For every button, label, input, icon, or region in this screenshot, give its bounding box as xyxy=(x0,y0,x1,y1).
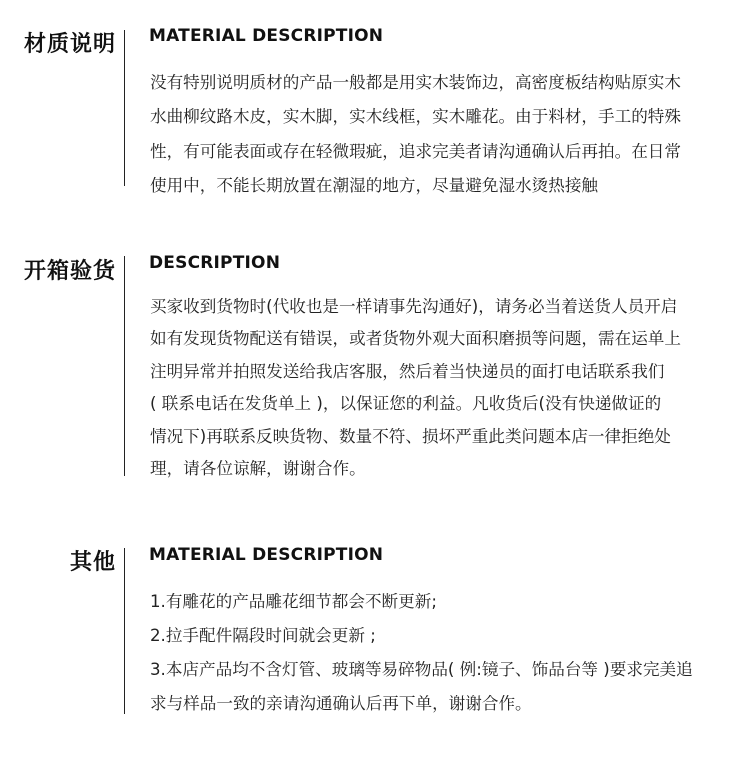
body-line: 情况下)再联系反映货物、数量不符、损坏严重此类问题本店一律拒绝处 xyxy=(150,426,671,446)
body-line: 注明异常并拍照发送给我店客服，然后着当快递员的面打电话联系我们 xyxy=(150,361,665,381)
list-item: 2.拉手配件隔段时间就会更新 ; xyxy=(150,626,376,645)
body-line: 如有发现货物配送有错误，或者货物外观大面积磨损等问题，需在运单上 xyxy=(150,329,681,349)
list-item: 1.有雕花的产品雕花细节都会不断更新; xyxy=(150,592,437,611)
body-line: 理，请各位谅解，谢谢合作。 xyxy=(150,459,366,479)
body-line: 性，有可能表面或存在轻微瑕疵，追求完美者请沟通确认后再拍。在日常 xyxy=(150,141,681,161)
section-heading: MATERIAL DESCRIPTION xyxy=(149,26,384,46)
section-heading: MATERIAL DESCRIPTION xyxy=(149,545,384,565)
section-title: 材质说明 xyxy=(23,32,116,57)
section-title: 其他 xyxy=(69,550,116,575)
section-body xyxy=(150,585,730,721)
body-line: 使用中，不能长期放置在潮湿的地方，尽量避免湿水烫热接触 xyxy=(150,175,599,195)
vertical-divider xyxy=(124,256,125,476)
section-heading: DESCRIPTION xyxy=(149,253,281,273)
vertical-divider xyxy=(124,30,125,186)
list-item: 求与样品一致的亲请沟通确认后再下单，谢谢合作。 xyxy=(150,694,532,713)
section-body xyxy=(150,291,730,485)
body-line: 水曲柳纹路木皮，实木脚，实木线框，实木雕花。由于料材，手工的特殊 xyxy=(150,107,681,127)
body-line: ( 联系电话在发货单上 )，以保证您的利益。凡收货后(没有快递做证的 xyxy=(150,394,662,414)
body-line: 买家收到货物时(代收也是一样请事先沟通好)，请务必当着送货人员开启 xyxy=(150,297,678,316)
body-line: 没有特别说明质材的产品一般都是用实木装饰边，高密度板结构贴原实木 xyxy=(150,73,681,92)
section-body xyxy=(150,66,730,203)
list-item: 3.本店产品均不含灯管、玻璃等易碎物品( 例:镜子、饰品台等 )要求完美追 xyxy=(150,660,693,679)
section-title: 开箱验货 xyxy=(23,259,116,284)
vertical-divider xyxy=(124,548,125,714)
